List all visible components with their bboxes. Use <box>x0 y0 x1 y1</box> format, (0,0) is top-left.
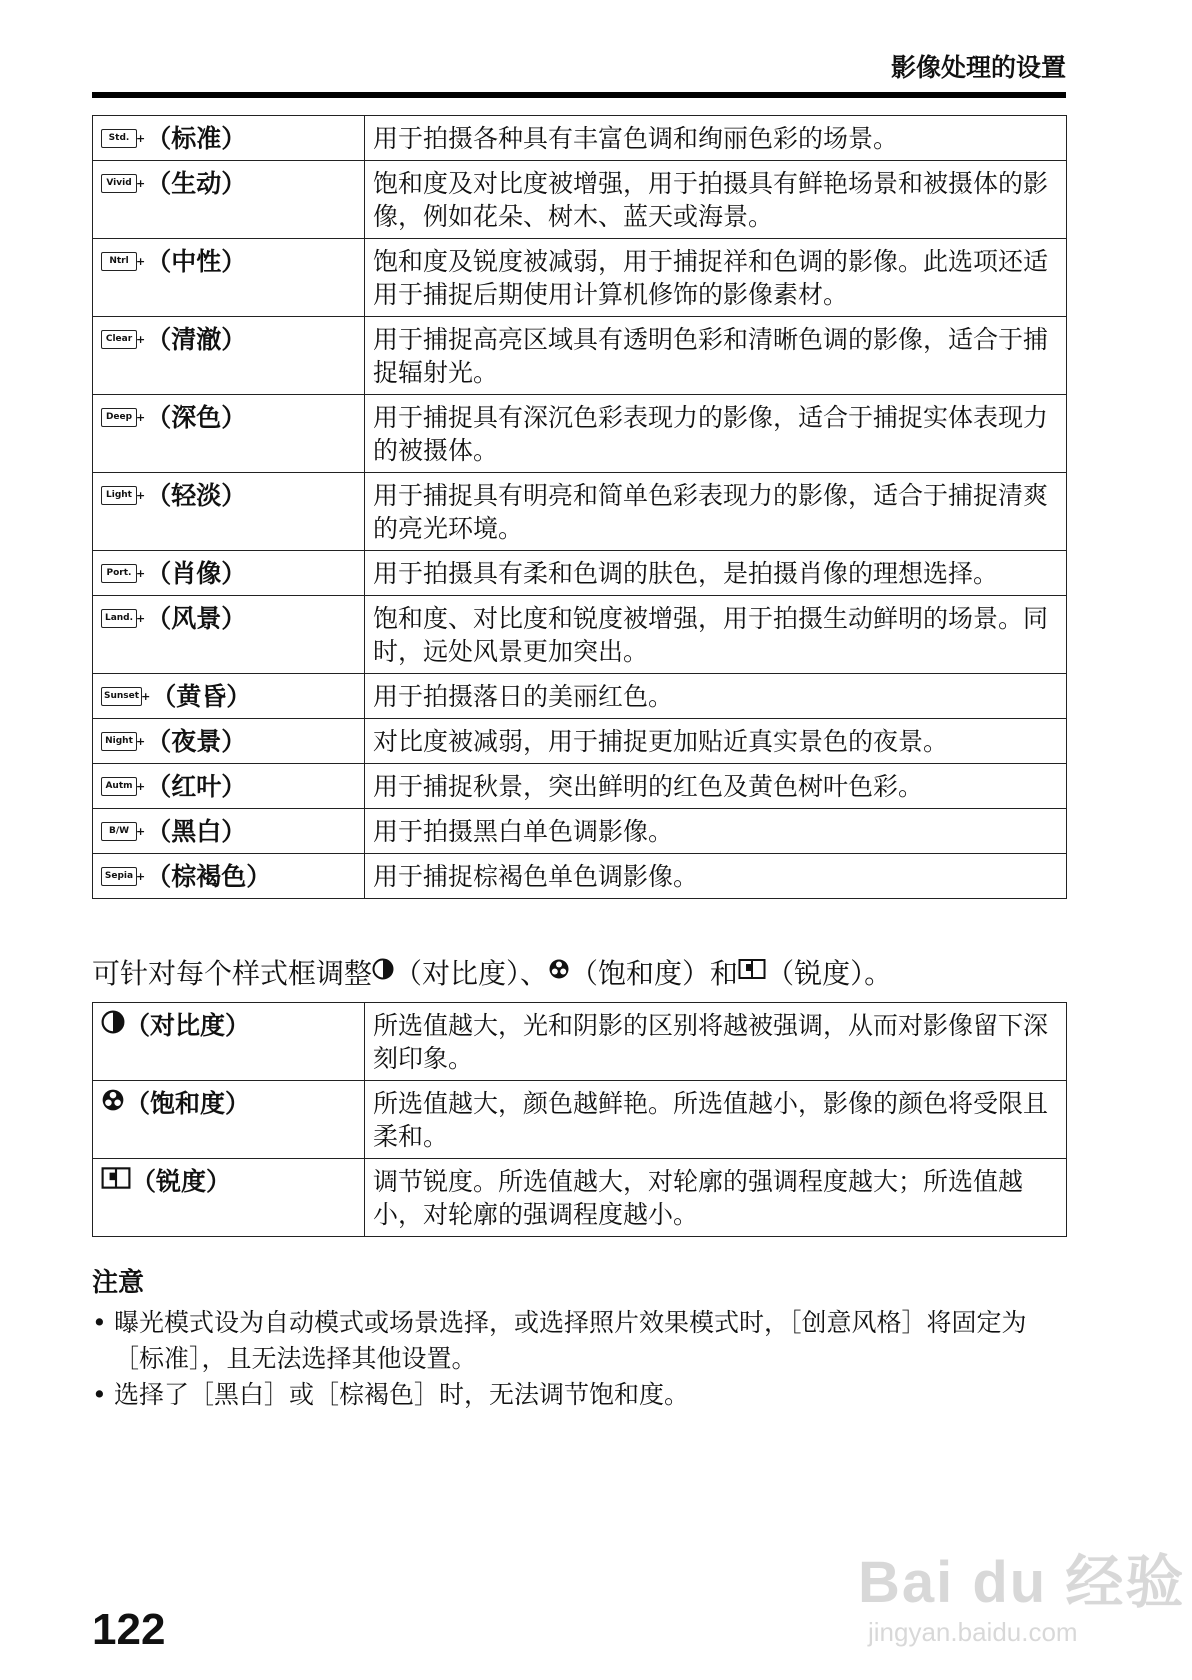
adjustment-name-cell <box>93 1159 365 1237</box>
note-text: 选择了［黑白］或［棕褐色］时，无法调节饱和度。 <box>114 1380 690 1409</box>
bullet: • <box>92 1308 107 1337</box>
style-symbol-icon: B/W <box>101 822 137 841</box>
watermark <box>858 1505 1188 1655</box>
adjustment-row <box>93 1003 1067 1081</box>
style-row <box>93 596 1067 674</box>
adjustment-row <box>93 1081 1067 1159</box>
style-desc: 用于捕捉具有深沉色彩表现力的影像，适合于捕捉实体表现力的被摄体。 <box>365 395 1067 473</box>
style-row <box>93 719 1067 764</box>
style-name-cell <box>93 764 365 809</box>
adjustment-table <box>92 1002 1067 1237</box>
notes-section <box>92 1262 1067 1413</box>
plus-mark-icon: + <box>136 735 146 748</box>
style-symbol-icon: Sepia <box>101 867 137 886</box>
adjust-intro-saturation: （饱和度） <box>570 957 711 990</box>
style-row <box>93 764 1067 809</box>
style-desc: 用于拍摄具有柔和色调的肤色，是拍摄肖像的理想选择。 <box>365 551 1067 596</box>
saturation-icon <box>101 1087 125 1120</box>
adjustment-name-cell <box>93 1081 365 1159</box>
contrast-icon <box>101 1009 125 1042</box>
style-name-cell <box>93 809 365 854</box>
note-text: 曝光模式设为自动模式或场景选择，或选择照片效果模式时，［创意风格］将固定为［标准］，且无法选择其他设置。 <box>114 1308 1027 1373</box>
style-name: （轻淡） <box>146 481 247 510</box>
style-row <box>93 854 1067 899</box>
adjustment-name: （饱和度） <box>125 1089 251 1118</box>
adjustment-name-cell <box>93 1003 365 1081</box>
section-title: 影像处理的设置 <box>890 53 1066 82</box>
note-item <box>92 1377 1067 1413</box>
plus-mark-icon: + <box>136 567 146 580</box>
style-row <box>93 239 1067 317</box>
style-desc: 用于捕捉秋景，突出鲜明的红色及黄色树叶色彩。 <box>365 764 1067 809</box>
watermark-url: jingyan.baidu.com <box>868 1617 1078 1647</box>
style-desc: 用于拍摄各种具有丰富色调和绚丽色彩的场景。 <box>365 116 1067 161</box>
adjustment-desc: 调节锐度。所选值越大，对轮廓的强调程度越大；所选值越小，对轮廓的强调程度越小。 <box>365 1159 1067 1237</box>
adjust-intro <box>92 952 892 992</box>
style-symbol-icon: Vivid <box>101 174 137 193</box>
style-name: （黄昏） <box>151 682 252 711</box>
plus-mark-icon: + <box>136 489 146 502</box>
sharpness-icon <box>101 1165 131 1198</box>
style-desc: 用于拍摄黑白单色调影像。 <box>365 809 1067 854</box>
style-name-cell <box>93 239 365 317</box>
style-name: （生动） <box>146 169 247 198</box>
style-name: （红叶） <box>146 772 247 801</box>
style-name: （风景） <box>146 604 247 633</box>
note-item <box>92 1305 1067 1377</box>
adjustment-row <box>93 1159 1067 1237</box>
style-desc: 饱和度、对比度和锐度被增强，用于拍摄生动鲜明的场景。同时，远处风景更加突出。 <box>365 596 1067 674</box>
style-desc: 用于捕捉具有明亮和简单色彩表现力的影像，适合于捕捉清爽的亮光环境。 <box>365 473 1067 551</box>
creative-style-table <box>92 115 1067 899</box>
style-name: （棕褐色） <box>146 862 272 891</box>
sharpness-icon <box>738 954 766 987</box>
style-name-cell <box>93 596 365 674</box>
style-row <box>93 809 1067 854</box>
page-number: 122 <box>92 1605 166 1654</box>
style-desc: 对比度被减弱，用于捕捉更加贴近真实景色的夜景。 <box>365 719 1067 764</box>
style-symbol-icon: Ntrl <box>101 252 137 271</box>
style-row <box>93 674 1067 719</box>
adjust-intro-text: 可针对每个样式框调整 <box>92 957 373 990</box>
adjustment-desc: 所选值越大，光和阴影的区别将越被强调，从而对影像留下深刻印象。 <box>365 1003 1067 1081</box>
style-name-cell <box>93 854 365 899</box>
style-name-cell <box>93 317 365 395</box>
saturation-icon <box>548 954 570 987</box>
style-desc: 饱和度及锐度被减弱，用于捕捉祥和色调的影像。此选项还适用于捕捉后期使用计算机修饰的影像素材。 <box>365 239 1067 317</box>
plus-mark-icon: + <box>136 780 146 793</box>
adjust-intro-sharpness: （锐度）。 <box>766 957 893 990</box>
style-name: （黑白） <box>146 817 247 846</box>
style-name: （深色） <box>146 403 247 432</box>
style-symbol-icon: Deep <box>101 408 137 427</box>
plus-mark-icon: + <box>136 825 146 838</box>
adjust-intro-contrast: （对比度）、 <box>394 957 549 990</box>
plus-mark-icon: + <box>136 132 146 145</box>
style-name-cell <box>93 116 365 161</box>
watermark-brand: Bai du 经验 <box>858 1550 1186 1615</box>
page-header <box>92 44 1066 98</box>
style-symbol-icon: Clear <box>101 330 137 349</box>
notes-title: 注意 <box>92 1268 145 1298</box>
style-row <box>93 473 1067 551</box>
style-row <box>93 551 1067 596</box>
adjustment-name: （锐度） <box>131 1167 232 1196</box>
plus-mark-icon: + <box>136 612 146 625</box>
plus-mark-icon: + <box>136 411 146 424</box>
plus-mark-icon: + <box>136 255 146 268</box>
style-row <box>93 395 1067 473</box>
plus-mark-icon: + <box>136 333 146 346</box>
style-name-cell <box>93 551 365 596</box>
style-name-cell <box>93 395 365 473</box>
style-name: （标准） <box>146 124 247 153</box>
style-row <box>93 116 1067 161</box>
style-name-cell <box>93 719 365 764</box>
style-desc: 用于捕捉高亮区域具有透明色彩和清晰色调的影像，适合于捕捉辐射光。 <box>365 317 1067 395</box>
style-symbol-icon: Night <box>101 732 137 751</box>
style-symbol-icon: Land. <box>101 609 137 628</box>
plus-mark-icon: + <box>136 870 146 883</box>
style-name-cell <box>93 161 365 239</box>
style-symbol-icon: Port. <box>101 564 137 583</box>
style-name: （中性） <box>146 247 247 276</box>
style-desc: 饱和度及对比度被增强，用于拍摄具有鲜艳场景和被摄体的影像，例如花朵、树木、蓝天或海景。 <box>365 161 1067 239</box>
style-symbol-icon: Autm <box>101 777 137 796</box>
style-name: （肖像） <box>146 559 247 588</box>
plus-mark-icon: + <box>141 690 151 703</box>
bullet: • <box>92 1380 107 1409</box>
style-desc: 用于拍摄落日的美丽红色。 <box>365 674 1067 719</box>
style-symbol-icon: Light <box>101 486 137 505</box>
style-symbol-icon: Std. <box>101 129 137 148</box>
style-name: （清澈） <box>146 325 247 354</box>
style-desc: 用于捕捉棕褐色单色调影像。 <box>365 854 1067 899</box>
style-symbol-icon: Sunset <box>101 687 142 706</box>
style-row <box>93 161 1067 239</box>
contrast-icon <box>372 954 394 987</box>
style-name-cell <box>93 674 365 719</box>
style-row <box>93 317 1067 395</box>
adjustment-desc: 所选值越大，颜色越鲜艳。所选值越小，影像的颜色将受限且柔和。 <box>365 1081 1067 1159</box>
style-name: （夜景） <box>146 727 247 756</box>
adjust-intro-and: 和 <box>710 957 739 990</box>
style-name-cell <box>93 473 365 551</box>
plus-mark-icon: + <box>136 177 146 190</box>
adjustment-name: （对比度） <box>125 1011 251 1040</box>
